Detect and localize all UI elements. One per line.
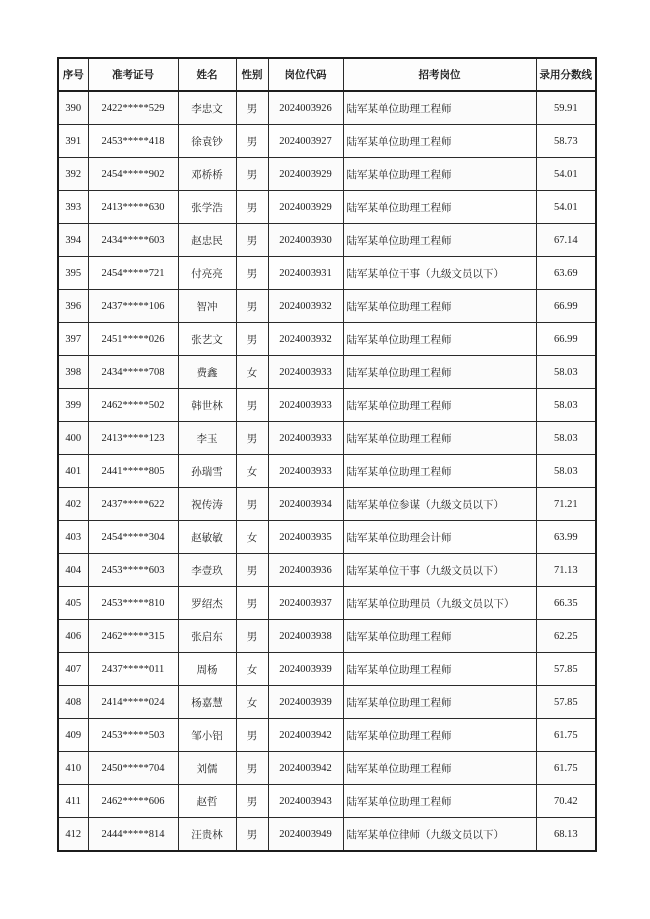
cell-col-ticket: 2451*****026 [88,323,178,356]
cell-col-ticket: 2437*****622 [88,488,178,521]
cell-col-index: 398 [58,356,88,389]
cell-col-score: 67.14 [536,224,596,257]
cell-col-name: 李忠文 [178,91,236,125]
header-cell-col-index: 序号 [58,58,88,91]
cell-col-name: 赵哲 [178,785,236,818]
cell-col-score: 58.73 [536,125,596,158]
table-row [58,323,596,356]
cell-col-gender: 男 [236,290,268,323]
cell-col-code: 2024003933 [268,389,343,422]
cell-col-position: 陆军某单位助理工程师 [343,620,536,653]
cell-col-index: 390 [58,91,88,125]
cell-col-ticket: 2450*****704 [88,752,178,785]
cell-col-code: 2024003936 [268,554,343,587]
cell-col-code: 2024003943 [268,785,343,818]
cell-col-code: 2024003930 [268,224,343,257]
cell-col-gender: 男 [236,620,268,653]
table-body [58,91,596,851]
cell-col-ticket: 2434*****603 [88,224,178,257]
cell-col-score: 71.13 [536,554,596,587]
cell-col-code: 2024003932 [268,290,343,323]
table-header-row [58,58,596,91]
cell-col-position: 陆军某单位助理工程师 [343,290,536,323]
table-row [58,455,596,488]
cell-col-gender: 男 [236,752,268,785]
cell-col-name: 费鑫 [178,356,236,389]
cell-col-name: 孙瑞雪 [178,455,236,488]
table-row [58,257,596,290]
cell-col-ticket: 2434*****708 [88,356,178,389]
cell-col-index: 394 [58,224,88,257]
cell-col-name: 邹小铝 [178,719,236,752]
cell-col-position: 陆军某单位干事（九级文员以下） [343,554,536,587]
cell-col-name: 张学浩 [178,191,236,224]
cell-col-index: 392 [58,158,88,191]
cell-col-index: 402 [58,488,88,521]
cell-col-index: 406 [58,620,88,653]
cell-col-name: 赵忠民 [178,224,236,257]
cell-col-index: 408 [58,686,88,719]
cell-col-score: 70.42 [536,785,596,818]
table-row [58,125,596,158]
cell-col-code: 2024003933 [268,455,343,488]
cell-col-ticket: 2454*****304 [88,521,178,554]
cell-col-index: 407 [58,653,88,686]
cell-col-position: 陆军某单位助理工程师 [343,389,536,422]
cell-col-name: 李壹玖 [178,554,236,587]
cell-col-score: 54.01 [536,191,596,224]
cell-col-code: 2024003929 [268,158,343,191]
cell-col-code: 2024003942 [268,719,343,752]
table-row [58,158,596,191]
cell-col-gender: 男 [236,422,268,455]
cell-col-gender: 男 [236,818,268,852]
cell-col-score: 66.99 [536,323,596,356]
cell-col-score: 54.01 [536,158,596,191]
cell-col-gender: 男 [236,125,268,158]
table-row [58,290,596,323]
cell-col-gender: 男 [236,224,268,257]
cell-col-ticket: 2414*****024 [88,686,178,719]
table-row [58,752,596,785]
cell-col-index: 401 [58,455,88,488]
cell-col-position: 陆军某单位助理工程师 [343,752,536,785]
cell-col-ticket: 2453*****603 [88,554,178,587]
cell-col-code: 2024003939 [268,653,343,686]
table-row [58,356,596,389]
cell-col-ticket: 2454*****721 [88,257,178,290]
cell-col-score: 58.03 [536,422,596,455]
cell-col-ticket: 2441*****805 [88,455,178,488]
cell-col-index: 397 [58,323,88,356]
table-row [58,554,596,587]
cell-col-position: 陆军某单位参谋（九级文员以下） [343,488,536,521]
cell-col-position: 陆军某单位助理工程师 [343,125,536,158]
cell-col-name: 徐袁钞 [178,125,236,158]
cell-col-ticket: 2462*****315 [88,620,178,653]
table-row [58,389,596,422]
header-row [58,58,596,91]
table-row [58,719,596,752]
cell-col-position: 陆军某单位助理工程师 [343,686,536,719]
cell-col-code: 2024003942 [268,752,343,785]
table-row [58,587,596,620]
cell-col-ticket: 2422*****529 [88,91,178,125]
cell-col-name: 付亮亮 [178,257,236,290]
cell-col-gender: 男 [236,554,268,587]
cell-col-position: 陆军某单位助理工程师 [343,356,536,389]
cell-col-name: 张艺文 [178,323,236,356]
cell-col-name: 汪贵林 [178,818,236,852]
cell-col-score: 58.03 [536,356,596,389]
cell-col-name: 罗绍杰 [178,587,236,620]
cell-col-gender: 男 [236,587,268,620]
cell-col-code: 2024003929 [268,191,343,224]
cell-col-score: 66.99 [536,290,596,323]
header-cell-col-ticket: 准考证号 [88,58,178,91]
cell-col-gender: 男 [236,719,268,752]
cell-col-name: 刘儒 [178,752,236,785]
table-row [58,818,596,852]
table-row [58,620,596,653]
table-row [58,422,596,455]
cell-col-code: 2024003927 [268,125,343,158]
table-row [58,785,596,818]
cell-col-name: 韩世林 [178,389,236,422]
cell-col-position: 陆军某单位律师（九级文员以下） [343,818,536,852]
cell-col-ticket: 2462*****606 [88,785,178,818]
header-cell-col-score: 录用分数线 [536,58,596,91]
cell-col-score: 71.21 [536,488,596,521]
cell-col-score: 68.13 [536,818,596,852]
cell-col-gender: 男 [236,785,268,818]
cell-col-ticket: 2437*****106 [88,290,178,323]
cell-col-position: 陆军某单位助理工程师 [343,91,536,125]
cell-col-score: 58.03 [536,389,596,422]
cell-col-gender: 男 [236,323,268,356]
table-row [58,488,596,521]
recruitment-score-table [57,57,597,852]
cell-col-index: 409 [58,719,88,752]
cell-col-ticket: 2453*****810 [88,587,178,620]
cell-col-name: 邓桥桥 [178,158,236,191]
cell-col-gender: 女 [236,686,268,719]
cell-col-position: 陆军某单位干事（九级文员以下） [343,257,536,290]
cell-col-code: 2024003938 [268,620,343,653]
table-row [58,521,596,554]
cell-col-index: 411 [58,785,88,818]
table-row [58,224,596,257]
cell-col-index: 393 [58,191,88,224]
cell-col-gender: 女 [236,356,268,389]
cell-col-gender: 女 [236,455,268,488]
cell-col-code: 2024003949 [268,818,343,852]
cell-col-name: 智冲 [178,290,236,323]
cell-col-score: 61.75 [536,719,596,752]
header-cell-col-name: 姓名 [178,58,236,91]
cell-col-ticket: 2437*****011 [88,653,178,686]
cell-col-name: 周杨 [178,653,236,686]
cell-col-ticket: 2453*****418 [88,125,178,158]
cell-col-gender: 男 [236,158,268,191]
header-cell-col-position: 招考岗位 [343,58,536,91]
cell-col-gender: 女 [236,653,268,686]
cell-col-position: 陆军某单位助理工程师 [343,224,536,257]
cell-col-gender: 女 [236,521,268,554]
cell-col-code: 2024003939 [268,686,343,719]
cell-col-gender: 男 [236,257,268,290]
cell-col-index: 391 [58,125,88,158]
cell-col-code: 2024003933 [268,356,343,389]
cell-col-code: 2024003937 [268,587,343,620]
cell-col-position: 陆军某单位助理工程师 [343,455,536,488]
cell-col-code: 2024003926 [268,91,343,125]
cell-col-ticket: 2444*****814 [88,818,178,852]
cell-col-position: 陆军某单位助理工程师 [343,719,536,752]
cell-col-score: 57.85 [536,686,596,719]
cell-col-index: 399 [58,389,88,422]
cell-col-index: 400 [58,422,88,455]
cell-col-name: 李玉 [178,422,236,455]
cell-col-score: 57.85 [536,653,596,686]
cell-col-name: 赵敏敏 [178,521,236,554]
cell-col-code: 2024003932 [268,323,343,356]
cell-col-score: 63.99 [536,521,596,554]
cell-col-code: 2024003934 [268,488,343,521]
cell-col-ticket: 2413*****630 [88,191,178,224]
cell-col-position: 陆军某单位助理工程师 [343,191,536,224]
table-row [58,191,596,224]
header-cell-col-gender: 性别 [236,58,268,91]
cell-col-code: 2024003933 [268,422,343,455]
cell-col-gender: 男 [236,488,268,521]
cell-col-position: 陆军某单位助理工程师 [343,422,536,455]
cell-col-index: 396 [58,290,88,323]
table-row [58,91,596,125]
table-row [58,686,596,719]
cell-col-code: 2024003931 [268,257,343,290]
cell-col-index: 395 [58,257,88,290]
cell-col-name: 张启东 [178,620,236,653]
cell-col-ticket: 2413*****123 [88,422,178,455]
cell-col-gender: 男 [236,389,268,422]
cell-col-score: 58.03 [536,455,596,488]
cell-col-index: 404 [58,554,88,587]
cell-col-position: 陆军某单位助理工程师 [343,785,536,818]
cell-col-score: 59.91 [536,91,596,125]
cell-col-ticket: 2462*****502 [88,389,178,422]
cell-col-name: 祝传涛 [178,488,236,521]
cell-col-position: 陆军某单位助理工程师 [343,653,536,686]
cell-col-gender: 男 [236,191,268,224]
cell-col-score: 66.35 [536,587,596,620]
cell-col-position: 陆军某单位助理工程师 [343,323,536,356]
cell-col-position: 陆军某单位助理员（九级文员以下） [343,587,536,620]
cell-col-gender: 男 [236,91,268,125]
cell-col-score: 62.25 [536,620,596,653]
cell-col-index: 405 [58,587,88,620]
header-cell-col-code: 岗位代码 [268,58,343,91]
cell-col-ticket: 2454*****902 [88,158,178,191]
cell-col-code: 2024003935 [268,521,343,554]
cell-col-position: 陆军某单位助理会计师 [343,521,536,554]
table-row [58,653,596,686]
cell-col-name: 杨嘉慧 [178,686,236,719]
cell-col-index: 410 [58,752,88,785]
cell-col-score: 63.69 [536,257,596,290]
cell-col-position: 陆军某单位助理工程师 [343,158,536,191]
cell-col-index: 403 [58,521,88,554]
cell-col-ticket: 2453*****503 [88,719,178,752]
cell-col-index: 412 [58,818,88,852]
cell-col-score: 61.75 [536,752,596,785]
